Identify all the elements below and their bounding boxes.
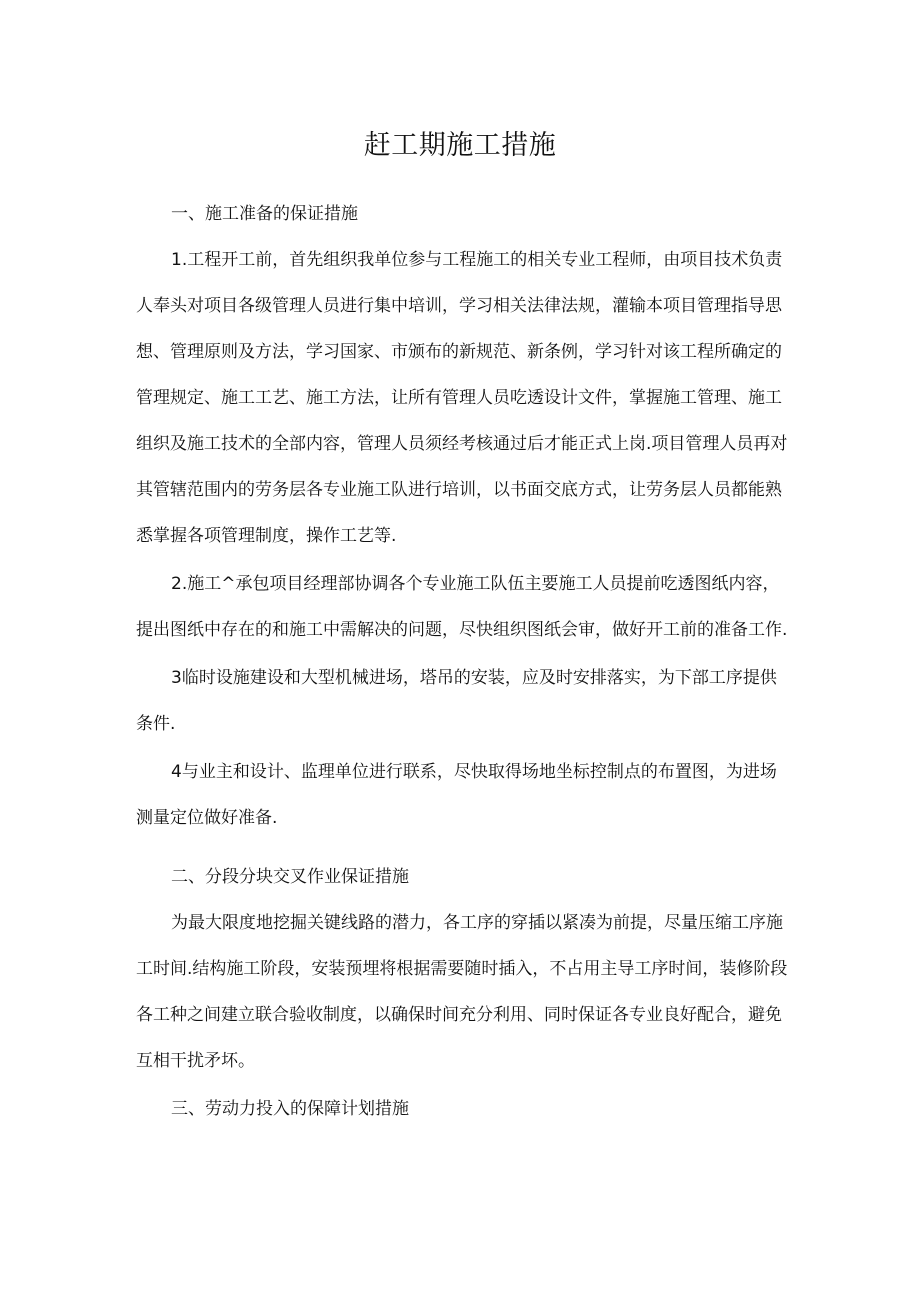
paragraph-4 (136, 755, 786, 836)
section-heading-3: 三、劳动力投入的保障计划措施 (171, 1099, 409, 1119)
paragraph-line: 其管辖范围内的劳务层各专业施工队进行培训，以书面交底方式，让劳务层人员都能熟 (136, 480, 782, 500)
paragraph-line: 2.施工^承包项目经理部协调各个专业施工队伍主要施工人员提前吃透图纸内容， (171, 574, 780, 594)
paragraph-line: 测量定位做好准备. (136, 808, 278, 828)
paragraph-line: 工时间.结构施工阶段，安装预埋将根据需要随时插入，不占用主导工序时间，装修阶段 (136, 959, 788, 979)
section-heading-1: 一、施工准备的保证措施 (171, 204, 358, 224)
paragraph-line: 管理规定、施工工艺、施工方法，让所有管理人员吃透设计文件，掌握施工管理、施工 (136, 388, 782, 408)
paragraph-line: 组织及施工技术的全部内容，管理人员须经考核通过后才能正式上岗.项目管理人员再对 (136, 434, 788, 454)
paragraph-line: 提出图纸中存在的和施工中需解决的问题，尽快组织图纸会审，做好开工前的准备工作. (136, 620, 788, 640)
paragraph-line: 各工种之间建立联合验收制度，以确保时间充分利用、同时保证各专业良好配合，避免 (136, 1005, 782, 1025)
paragraph-line: 人奉头对项目各级管理人员进行集中培训，学习相关法律法规，灌输本项目管理指导思 (136, 296, 782, 316)
document-title: 赶工期施工措施 (363, 130, 557, 161)
paragraph-2 (136, 567, 786, 648)
paragraph-line: 条件. (136, 714, 176, 734)
paragraph-3 (136, 661, 786, 742)
paragraph-line: 悉掌握各项管理制度，操作工艺等. (136, 526, 397, 546)
paragraph-1 (136, 243, 786, 554)
paragraph-line: 为最大限度地挖掘关键线路的潜力，各工序的穿插以紧凑为前提，尽量压缩工序施 (171, 913, 783, 933)
paragraph-line: 4与业主和设计、监理单位进行联系，尽快取得场地坐标控制点的布置图，为进场 (171, 762, 777, 782)
paragraph-line: 1.工程开工前，首先组织我单位参与工程施工的相关专业工程师，由项目技术负责 (171, 250, 783, 270)
paragraph-line: 互相干扰矛坏。 (136, 1051, 255, 1071)
paragraph-line: 3临时设施建设和大型机械进场，塔吊的安装，应及时安排落实，为下部工序提供 (171, 668, 777, 688)
document-body (136, 197, 786, 1127)
paragraph-5 (136, 906, 786, 1079)
paragraph-line: 想、管理原则及方法，学习国家、市颁布的新规范、新条例，学习针对该工程所确定的 (136, 342, 782, 362)
section-heading-2: 二、分段分块交叉作业保证措施 (171, 867, 409, 887)
